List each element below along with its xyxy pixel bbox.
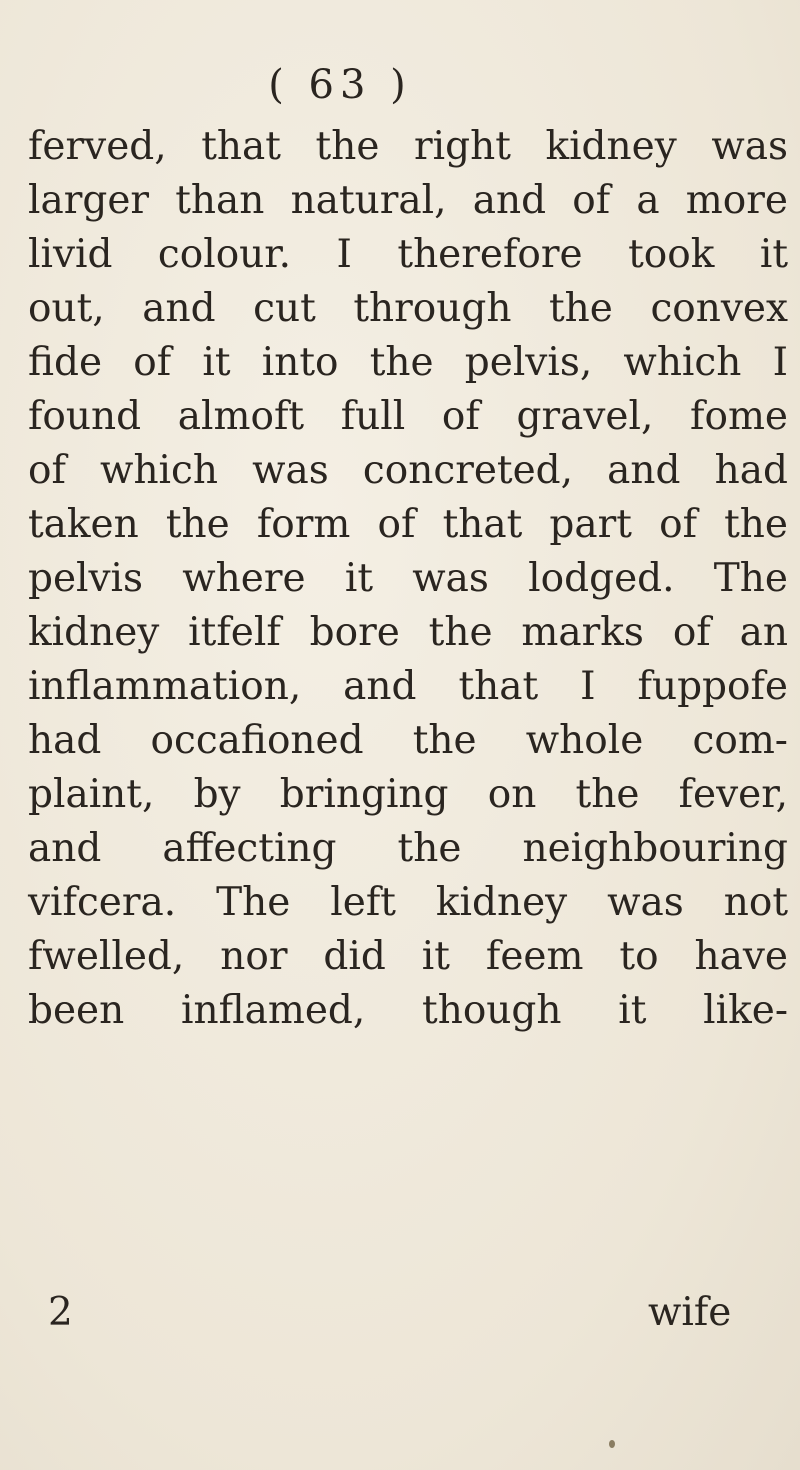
text-line: taken the form of that part of the bbox=[28, 502, 788, 547]
text-line: ferved, that the right kidney was bbox=[28, 124, 788, 169]
text-line: pelvis where it was lodged. The bbox=[28, 556, 788, 601]
catchword: wife bbox=[648, 1290, 732, 1335]
text-line: found almoft full of gravel, fome bbox=[28, 394, 788, 439]
text-line: of which was concreted, and had bbox=[28, 448, 788, 493]
text-line: inflammation, and that I fuppofe bbox=[28, 664, 788, 709]
paper-speck bbox=[609, 1440, 615, 1448]
text-line: livid colour. I therefore took it bbox=[28, 232, 788, 277]
page-footer bbox=[28, 1286, 768, 1340]
text-line: plaint, by bringing on the fever, bbox=[28, 772, 788, 817]
body-text bbox=[28, 120, 788, 1038]
page-number-header: ( 63 ) bbox=[268, 62, 412, 108]
text-line: out, and cut through the convex bbox=[28, 286, 788, 331]
text-line: fwelled, nor did it feem to have bbox=[28, 934, 788, 979]
text-line: fide of it into the pelvis, which I bbox=[28, 340, 788, 385]
text-line: kidney itfelf bore the marks of an bbox=[28, 610, 788, 655]
text-line: and affecting the neighbouring bbox=[28, 826, 788, 871]
text-line: been inflamed, though it like- bbox=[28, 988, 788, 1033]
text-line: had occafioned the whole com- bbox=[28, 718, 788, 763]
text-line: vifcera. The left kidney was not bbox=[28, 880, 788, 925]
text-line: larger than natural, and of a more bbox=[28, 178, 788, 223]
signature-mark: 2 bbox=[48, 1290, 73, 1335]
